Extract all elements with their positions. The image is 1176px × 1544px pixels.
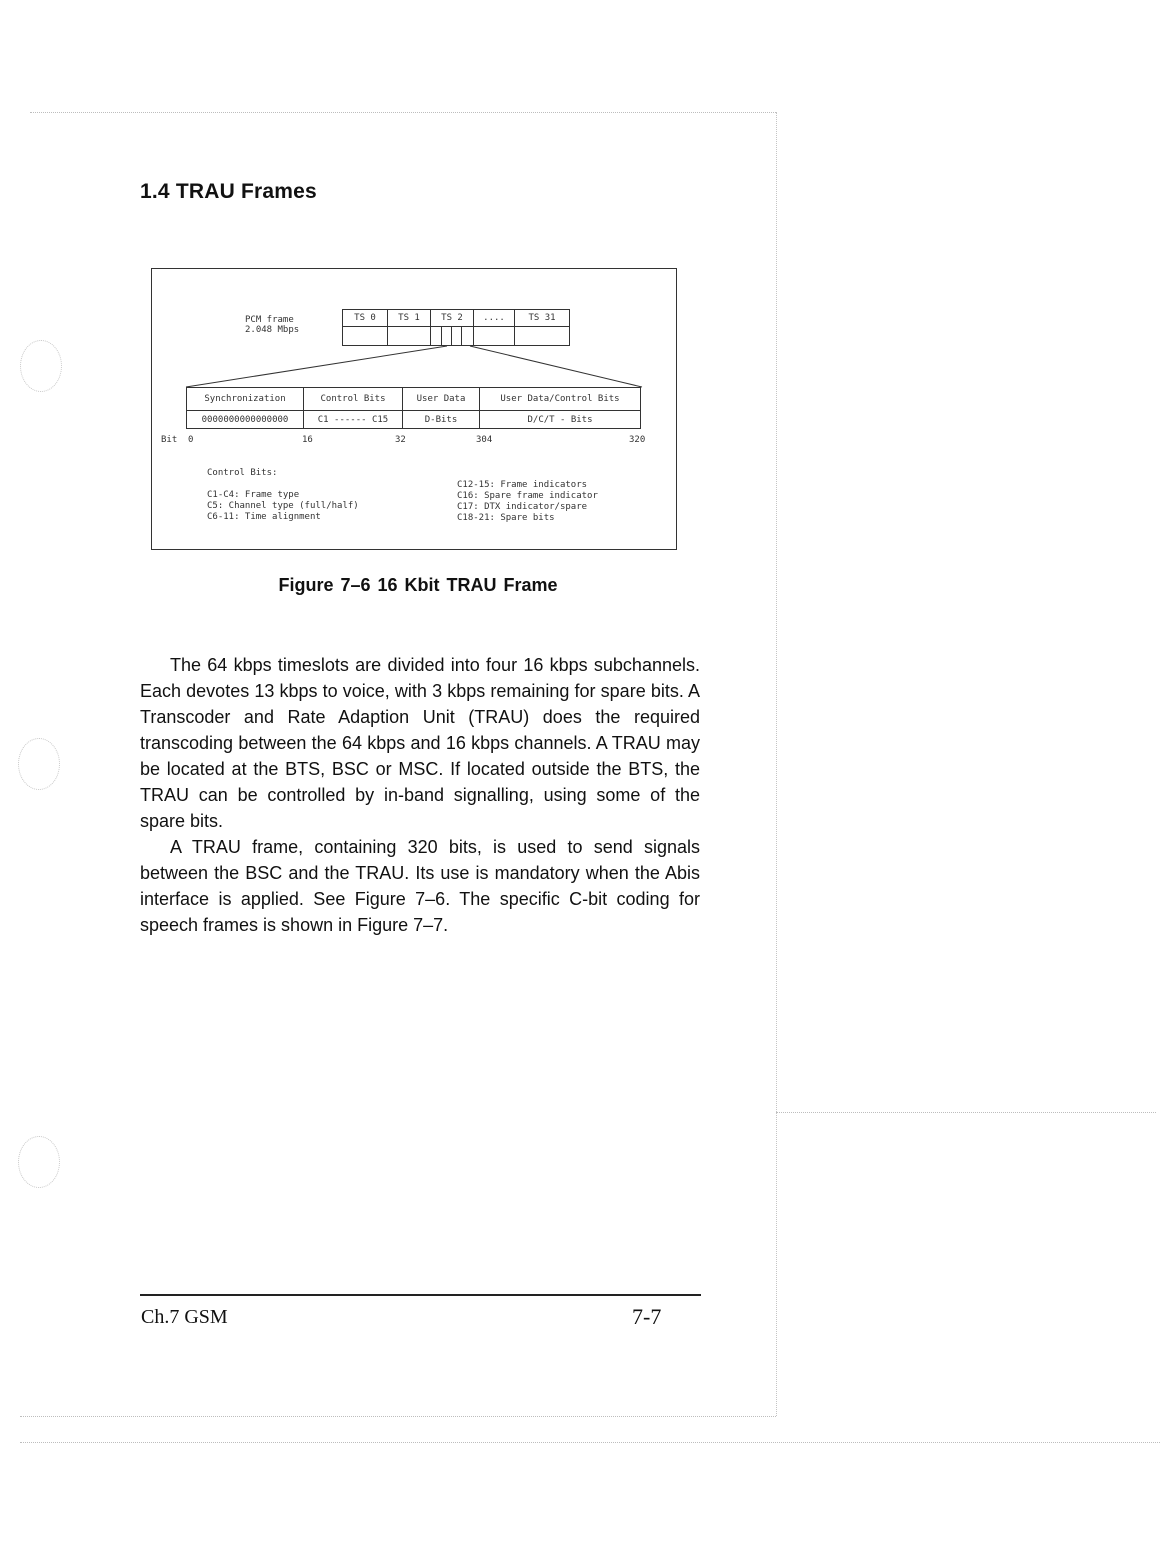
bit-position: 304 bbox=[476, 435, 493, 445]
pcm-frame-label: PCM frame 2.048 Mbps bbox=[245, 315, 300, 335]
bit-position: 320 bbox=[629, 435, 646, 445]
frame-value: 0000000000000000 bbox=[187, 411, 304, 429]
figure-caption: Figure 7–6 16 Kbit TRAU Frame bbox=[278, 575, 558, 595]
control-bit-desc: C18-21: Spare bits bbox=[457, 513, 555, 523]
timeslot-label: TS 31 bbox=[515, 310, 570, 327]
frame-header: User Data/Control Bits bbox=[480, 388, 641, 411]
scan-edge-right bbox=[776, 112, 777, 1416]
control-bit-desc: C12-15: Frame indicators bbox=[457, 480, 588, 490]
control-bit-desc: C16: Spare frame indicator bbox=[457, 491, 598, 501]
scan-edge-bottom-2 bbox=[20, 1442, 1160, 1443]
bit-label: Bit bbox=[161, 435, 178, 445]
scan-edge-top bbox=[30, 112, 776, 113]
paragraph: A TRAU frame, containing 320 bits, is used to send signals between the BSC and the TRAU. Its use is mandatory when the Abis interface is applied. See Figure 7–6. The specific C-bit coding for speech frames is shown in Figure 7–7. bbox=[140, 837, 700, 935]
page-number: 7-7 bbox=[632, 1304, 662, 1329]
frame-header: Synchronization bbox=[187, 388, 304, 411]
punch-hole-top bbox=[20, 340, 62, 392]
punch-hole-bottom bbox=[18, 1136, 60, 1188]
timeslot-label: TS 1 bbox=[388, 310, 431, 327]
trau-frame-table bbox=[186, 387, 641, 429]
body-text bbox=[140, 652, 700, 938]
frame-header: Control Bits bbox=[304, 388, 403, 411]
timeslot-label: .... bbox=[474, 310, 515, 327]
footer-chapter: Ch.7 GSM bbox=[141, 1306, 228, 1328]
control-bit-desc: C6-11: Time alignment bbox=[207, 512, 321, 522]
control-bit-desc: C17: DTX indicator/spare bbox=[457, 502, 588, 512]
control-bit-desc: C1-C4: Frame type bbox=[207, 490, 300, 500]
frame-value: C1 ------ C15 bbox=[304, 411, 403, 429]
frame-value: D-Bits bbox=[403, 411, 480, 429]
punch-hole-middle bbox=[18, 738, 60, 790]
bit-position: 16 bbox=[302, 435, 313, 445]
timeslot-label: TS 0 bbox=[343, 310, 388, 327]
section-title: 1.4 TRAU Frames bbox=[140, 180, 317, 203]
scan-edge-right-mid bbox=[776, 1112, 1156, 1113]
bit-position: 32 bbox=[395, 435, 406, 445]
bit-position: 0 bbox=[188, 435, 194, 445]
control-bits-left bbox=[207, 490, 359, 523]
control-bits-right bbox=[457, 480, 598, 524]
figure-trau-frame bbox=[151, 268, 677, 550]
control-bits-title: Control Bits: bbox=[207, 468, 278, 478]
scan-edge-bottom bbox=[20, 1416, 776, 1417]
frame-header: User Data bbox=[403, 388, 480, 411]
footer-rule bbox=[140, 1294, 701, 1296]
timeslot-label: TS 2 bbox=[431, 310, 474, 327]
control-bit-desc: C5: Channel type (full/half) bbox=[207, 501, 359, 511]
paragraph: The 64 kbps timeslots are divided into four 16 kbps subchannels. Each devotes 13 kbps to voice, with 3 kbps remaining for spare bits. A Transcoder and Rate Adaption Unit (TRAU) does the required transcoding between the 64 kbps and 16 kbps channels. A TRAU may be located at the BTS, BSC or MSC. If located outside the BTS, the TRAU can be controlled by in-band signalling, using some of the spare bits. bbox=[140, 655, 700, 831]
frame-value: D/C/T - Bits bbox=[480, 411, 641, 429]
